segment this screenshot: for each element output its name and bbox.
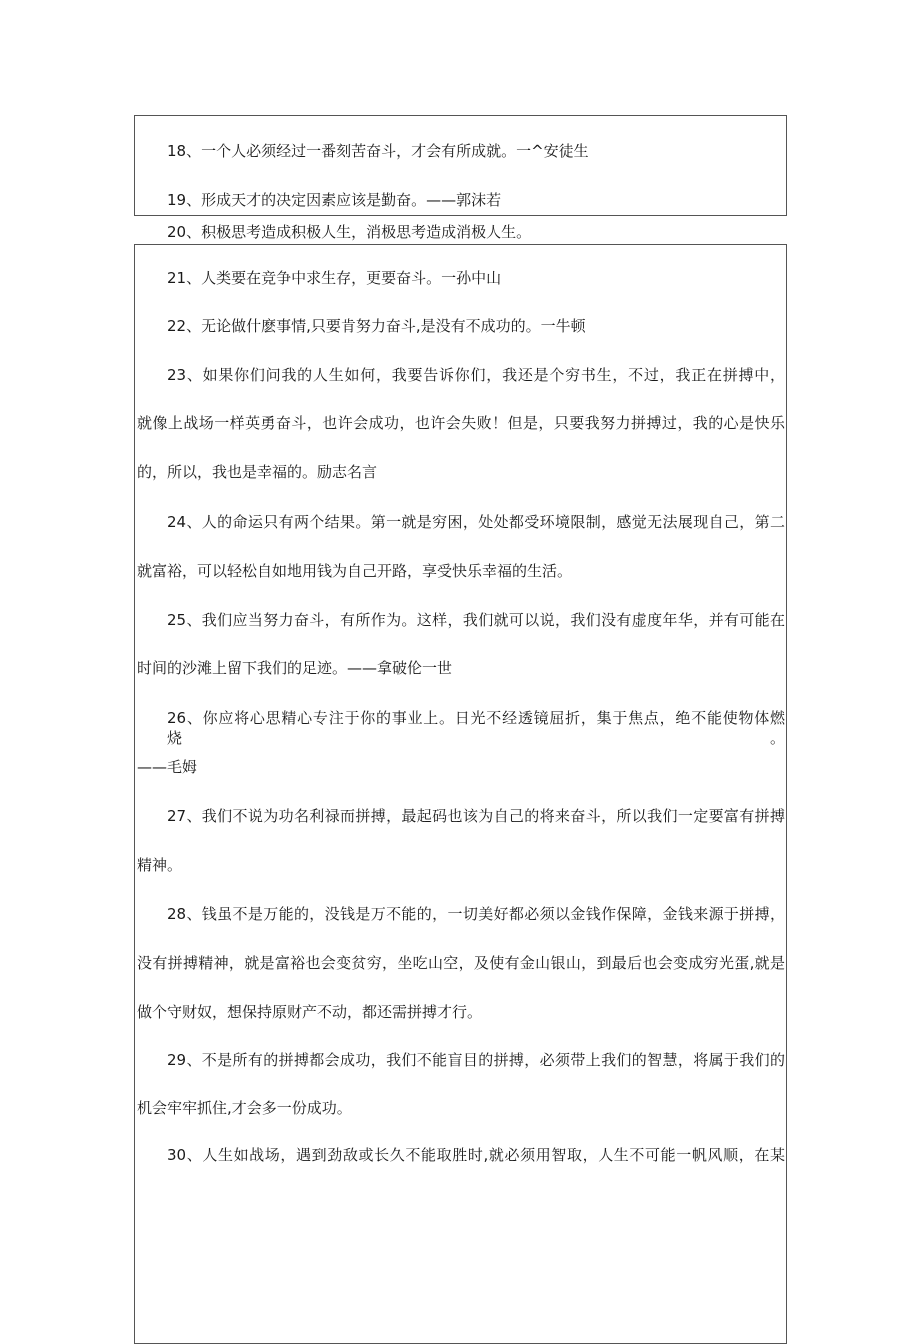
quote-23-line-2: 就像上战场一样英勇奋斗，也许会成功，也许会失败！但是，只要我努力拼搏过，我的心是快乐 — [137, 414, 785, 432]
quote-23-line-3: 的，所以，我也是幸福的。励志名言 — [137, 463, 378, 481]
quote-box-main — [134, 244, 787, 1344]
quote-30-line-1: 30、人生如战场，遇到劲敌或长久不能取胜时,就必须用智取，人生不可能一帆风顺，在某 — [167, 1146, 785, 1164]
quote-29-line-1: 29、不是所有的拼搏都会成功，我们不能盲目的拼搏，必须带上我们的智慧，将属于我们的 — [167, 1051, 785, 1069]
quote-26-line-2: ——毛姆 — [137, 758, 198, 776]
quote-26-line-1: 26、你应将心思精心专注于你的事业上。日光不经透镜屈折，集于焦点，绝不能使物体燃烧。 — [167, 709, 785, 747]
quote-23-line-1: 23、如果你们问我的人生如何，我要告诉你们，我还是个穷书生，不过，我正在拼搏中， — [167, 366, 785, 384]
quote-25-line-2: 时间的沙滩上留下我们的足迹。——拿破伦一世 — [137, 659, 453, 677]
quote-27-line-1: 27、我们不说为功名利禄而拼搏，最起码也该为自己的将来奋斗，所以我们一定要富有拼搏 — [167, 807, 785, 825]
quote-24-line-2: 就富裕，可以轻松自如地用钱为自己开路，享受快乐幸福的生活。 — [137, 562, 573, 580]
quote-28-line-2: 没有拼搏精神，就是富裕也会变贫穷，坐吃山空，及使有金山银山，到最后也会变成穷光蛋,就是 — [137, 954, 785, 972]
quote-22: 22、无论做什麽事情,只要肯努力奋斗,是没有不成功的。一牛顿 — [167, 317, 586, 335]
quote-29-line-2: 机会牢牢抓住,才会多一份成功。 — [137, 1099, 352, 1117]
quote-27-line-2: 精神。 — [137, 856, 183, 874]
quote-24-line-1: 24、人的命运只有两个结果。第一就是穷困，处处都受环境限制，感觉无法展现自己，第二 — [167, 513, 785, 531]
quote-19: 19、形成天才的决定因素应该是勤奋。——郭沫若 — [167, 191, 502, 209]
quote-28-line-3: 做个守财奴，想保持原财产不动，都还需拼搏才行。 — [137, 1003, 483, 1021]
quote-25-line-1: 25、我们应当努力奋斗，有所作为。这样，我们就可以说，我们没有虚度年华，并有可能在 — [167, 611, 785, 629]
quote-28-line-1: 28、钱虽不是万能的，没钱是万不能的，一切美好都必须以金钱作保障，金钱来源于拼搏， — [167, 905, 785, 923]
quote-18: 18、一个人必须经过一番刻苦奋斗，才会有所成就。一^安徒生 — [167, 142, 589, 160]
quote-20: 20、积极思考造成积极人生，消极思考造成消极人生。 — [167, 223, 532, 241]
quote-21: 21、人类要在竞争中求生存，更要奋斗。一孙中山 — [167, 269, 502, 287]
